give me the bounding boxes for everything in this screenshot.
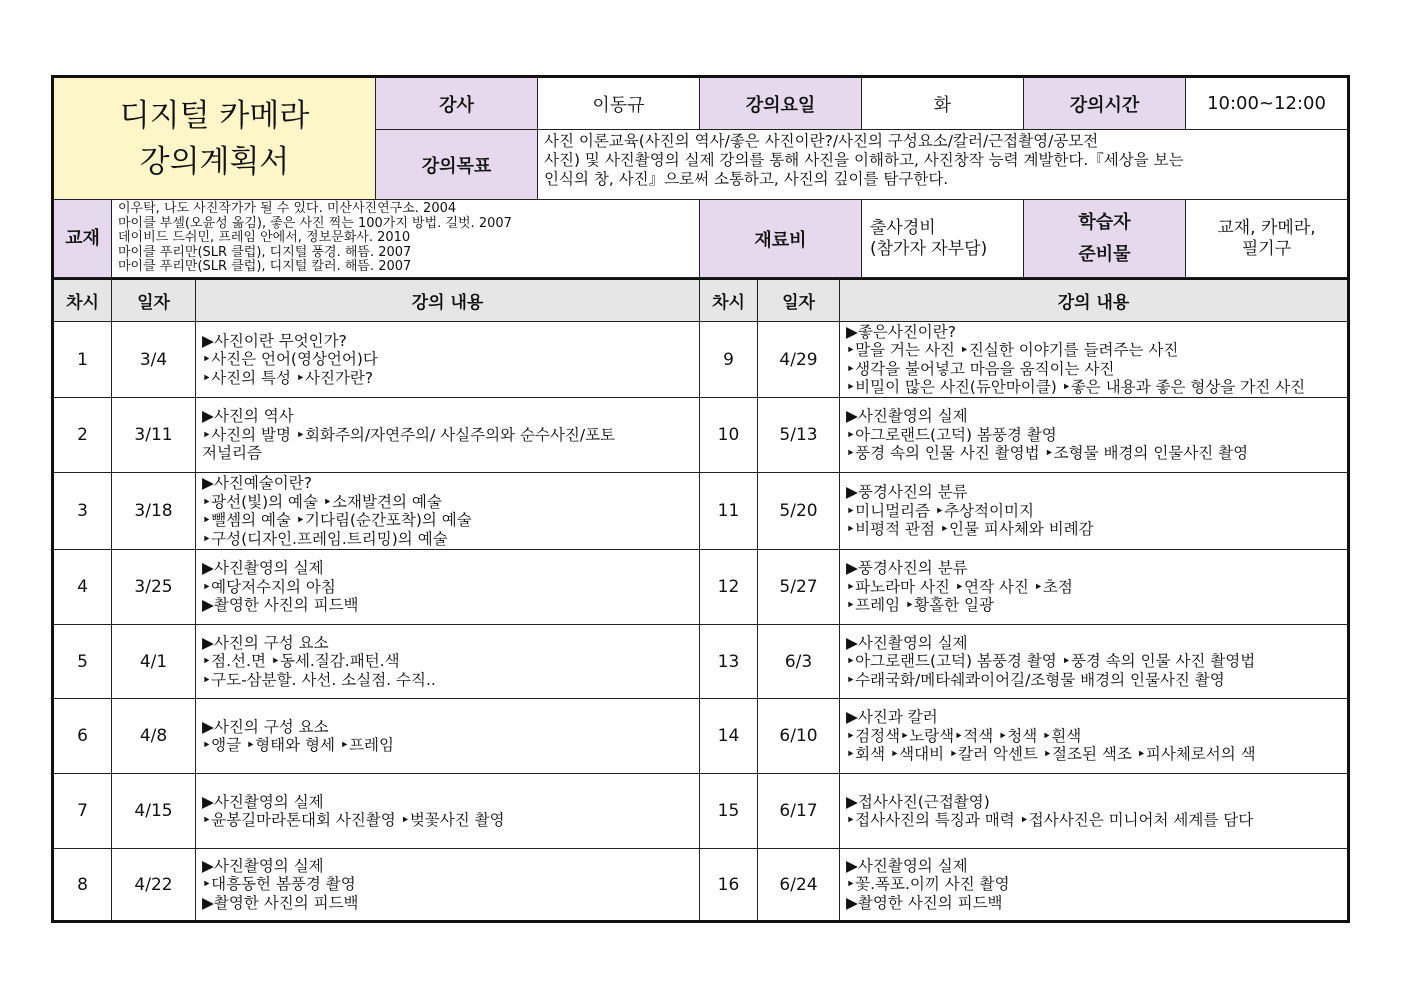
content-line: ‣광선(빛)의 예술 ‣소재발견의 예술 — [202, 492, 442, 511]
content-line: ▶사진촬영의 실제 — [202, 559, 324, 578]
content-line: ▶사진의 구성 요소 — [202, 633, 329, 652]
session-date: 5/13 — [758, 398, 840, 473]
textbook-item: 마이클 부셀(오윤성 옮김), 좋은 사진 찍는 100가지 방법. 길벗. 2007 — [118, 215, 512, 231]
content-line: ‣비평적 관점 ‣인물 피사체와 비례감 — [846, 520, 1094, 539]
prep-label-line: 학습자 — [1078, 211, 1131, 233]
session-content — [840, 849, 1347, 920]
session-content — [840, 550, 1347, 625]
textbook-item: 마이클 푸리만(SLR 클럽), 디지털 칼러. 해뜸. 2007 — [118, 259, 412, 275]
textbook-item: 데이비드 드쉬민, 프레임 안에서, 정보문화사. 2010 — [118, 230, 411, 246]
session-number: 7 — [54, 774, 112, 849]
session-content — [196, 699, 700, 774]
session-number: 13 — [700, 625, 758, 699]
session-date: 4/22 — [112, 849, 196, 920]
fee-value — [862, 200, 1024, 278]
prep-line: 교재, 카메라, — [1217, 217, 1316, 238]
session-number: 14 — [700, 699, 758, 774]
content-line: ▶풍경사진의 분류 — [846, 483, 968, 502]
session-date: 5/20 — [758, 473, 840, 550]
day-label: 강의요일 — [700, 78, 862, 130]
time-value: 10:00~12:00 — [1186, 78, 1347, 130]
textbook-label: 교재 — [54, 200, 112, 278]
title-line-1: 디지털 카메라 — [119, 97, 310, 134]
prep-label — [1024, 200, 1186, 278]
session-content — [840, 625, 1347, 699]
content-line: ▶사진의 역사 — [202, 407, 294, 426]
content-line: ‣꽃.폭포.이끼 사진 촬영 — [846, 875, 1010, 894]
content-line: ‣윤봉길마라톤대회 사진촬영 ‣벚꽃사진 촬영 — [202, 811, 505, 829]
session-content — [840, 699, 1347, 774]
fee-line: 출사경비 — [870, 217, 936, 238]
content-line: ▶풍경사진의 분류 — [846, 559, 968, 578]
col-content-left: 강의 내용 — [196, 278, 700, 322]
fee-label: 재료비 — [700, 200, 862, 278]
content-line: ▶사진의 구성 요소 — [202, 717, 329, 736]
session-content — [196, 774, 700, 849]
session-number: 6 — [54, 699, 112, 774]
title-line-2: 강의계획서 — [139, 143, 290, 180]
content-line: ‣회색 ‣색대비 ‣칼러 악센트 ‣절조된 색조 ‣피사체로서의 색 — [846, 745, 1256, 764]
content-line: ‣아그로랜드(고덕) 봄풍경 촬영 — [846, 425, 1057, 444]
session-number: 16 — [700, 849, 758, 920]
session-content — [840, 322, 1347, 398]
session-content — [196, 849, 700, 920]
content-line: ‣사진은 언어(영상언어)다 — [202, 350, 378, 369]
col-date-left: 일자 — [112, 278, 196, 322]
prep-line: 필기구 — [1241, 238, 1292, 259]
session-date: 5/27 — [758, 550, 840, 625]
textbook-item: 마이클 푸리만(SLR 클럽), 디지털 풍경. 해뜸. 2007 — [118, 244, 412, 260]
content-line: ‣검정색‣노랑색‣적색 ‣청색 ‣흰색 — [846, 726, 1082, 745]
session-number: 5 — [54, 625, 112, 699]
content-line: ‣구성(디자인.프레임.트리밍)의 예술 — [202, 529, 448, 548]
content-line: ‣비밀이 많은 사진(듀안마이클) ‣좋은 내용과 좋은 형상을 가진 사진 — [846, 378, 1306, 396]
session-content — [840, 473, 1347, 550]
goal-line: 사진 이론교육(사진의 역사/좋은 사진이란?/사진의 구성요소/칼러/근접촬영/공모전 — [544, 132, 1099, 150]
content-line: ▶사진촬영의 실제 — [846, 856, 968, 875]
content-line: ▶사진과 칼러 — [846, 708, 938, 727]
session-number: 15 — [700, 774, 758, 849]
session-content — [840, 398, 1347, 473]
content-line: ▶사진촬영의 실제 — [846, 633, 968, 652]
fee-line: (참가자 자부담) — [870, 238, 988, 259]
content-line: ▶접사사진(근접촬영) — [846, 792, 990, 811]
instructor-value: 이동규 — [538, 78, 700, 130]
content-line: ‣풍경 속의 인물 사진 촬영법 ‣조형물 배경의 인물사진 촬영 — [846, 444, 1249, 463]
content-line: ▶촬영한 사진의 피드백 — [202, 893, 359, 912]
session-date: 4/15 — [112, 774, 196, 849]
content-line: ‣점.선.면 ‣동세.질감.패턴.색 — [202, 652, 400, 671]
content-line: ▶사진촬영의 실제 — [846, 407, 968, 426]
session-date: 3/4 — [112, 322, 196, 398]
content-line: 저널리즘 — [202, 444, 262, 463]
session-date: 3/11 — [112, 398, 196, 473]
content-line: ‣아그로랜드(고덕) 봄풍경 촬영 ‣풍경 속의 인물 사진 촬영법 — [846, 652, 1256, 671]
content-line: ‣뺄셈의 예술 ‣기다림(순간포착)의 예술 — [202, 511, 472, 529]
session-content — [196, 625, 700, 699]
content-line: ‣구도-삼분할. 사선. 소실점. 수직.. — [202, 670, 436, 689]
session-date: 3/18 — [112, 473, 196, 550]
content-line: ▶사진촬영의 실제 — [202, 856, 324, 875]
content-line: ▶촬영한 사진의 피드백 — [846, 893, 1003, 912]
session-number: 2 — [54, 398, 112, 473]
prep-label-line: 준비물 — [1078, 243, 1131, 265]
goal-line: 인식의 창, 사진』으로써 소통하고, 사진의 깊이를 탐구한다. — [544, 170, 949, 188]
session-number: 10 — [700, 398, 758, 473]
goal-text — [538, 130, 1347, 200]
session-date: 3/25 — [112, 550, 196, 625]
textbook-list — [112, 200, 700, 278]
content-line: ‣파노라마 사진 ‣연작 사진 ‣초점 — [846, 577, 1073, 596]
session-date: 6/24 — [758, 849, 840, 920]
session-number: 1 — [54, 322, 112, 398]
content-line: ▶좋은사진이란? — [846, 322, 956, 341]
session-number: 9 — [700, 322, 758, 398]
content-line: ‣사진의 특성 ‣사진가란? — [202, 368, 374, 387]
time-label: 강의시간 — [1024, 78, 1186, 130]
content-line: ‣미니멀리즘 ‣추상적이미지 — [846, 501, 1034, 520]
content-line: ‣말을 거는 사진 ‣진실한 이야기를 들려주는 사진 — [846, 341, 1179, 359]
session-number: 12 — [700, 550, 758, 625]
instructor-label: 강사 — [376, 78, 538, 130]
content-line: ▶사진촬영의 실제 — [202, 792, 324, 811]
content-line: ▶사진이란 무엇인가? — [202, 331, 347, 350]
session-content — [196, 398, 700, 473]
session-date: 4/29 — [758, 322, 840, 398]
goal-line: 사진) 및 사진촬영의 실제 강의를 통해 사진을 이해하고, 사진창작 능력 계발한다.『세상을 보는 — [544, 151, 1184, 169]
session-date: 6/17 — [758, 774, 840, 849]
content-line: ‣프레임 ‣황홀한 일광 — [846, 596, 994, 615]
col-session-right: 차시 — [700, 278, 758, 322]
session-date: 4/8 — [112, 699, 196, 774]
content-line: ‣수래국화/메타쉐콰이어길/조형물 배경의 인물사진 촬영 — [846, 670, 1225, 689]
document-title-cell — [54, 78, 376, 200]
session-content — [196, 322, 700, 398]
content-line: ‣생각을 불어넣고 마음을 움직이는 사진 — [846, 359, 1115, 378]
session-number: 11 — [700, 473, 758, 550]
session-content — [196, 550, 700, 625]
content-line: ▶촬영한 사진의 피드백 — [202, 596, 359, 615]
session-number: 3 — [54, 473, 112, 550]
session-date: 4/1 — [112, 625, 196, 699]
content-line: ‣사진의 발명 ‣회화주의/자연주의/ 사실주의와 순수사진/포토 — [202, 425, 616, 444]
session-number: 4 — [54, 550, 112, 625]
content-line: ‣접사사진의 특징과 매력 ‣접사사진은 미니어처 세계를 담다 — [846, 811, 1254, 829]
content-line: ‣예당저수지의 아침 — [202, 577, 336, 596]
col-content-right: 강의 내용 — [840, 278, 1347, 322]
session-number: 8 — [54, 849, 112, 920]
content-line: ▶사진예술이란? — [202, 474, 312, 492]
goal-label: 강의목표 — [376, 130, 538, 200]
session-content — [840, 774, 1347, 849]
col-date-right: 일자 — [758, 278, 840, 322]
content-line: ‣앵글 ‣형태와 형세 ‣프레임 — [202, 736, 394, 754]
day-value: 화 — [862, 78, 1024, 130]
session-content — [196, 473, 700, 550]
session-date: 6/10 — [758, 699, 840, 774]
textbook-item: 이우탁, 나도 사진작가가 될 수 있다. 미산사진연구소. 2004 — [118, 201, 457, 217]
content-line: ‣대흥동헌 봄풍경 촬영 — [202, 875, 356, 894]
prep-value — [1186, 200, 1347, 278]
col-session-left: 차시 — [54, 278, 112, 322]
session-date: 6/3 — [758, 625, 840, 699]
